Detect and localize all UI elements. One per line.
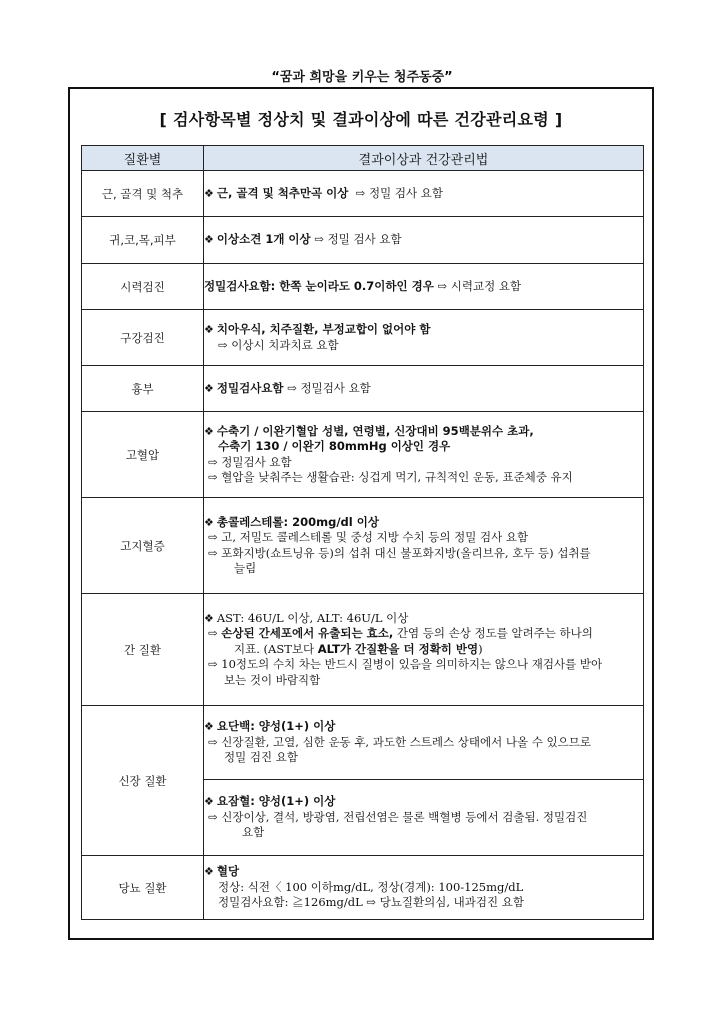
row-category: 귀,코,목,피부 (82, 217, 204, 264)
diamond-bullet-icon: ❖ (204, 186, 214, 200)
document-frame (68, 87, 654, 940)
table-row (82, 264, 644, 310)
row-description: ❖ 요단백: 양성(1+) 이상 ⇨ 신장질환, 고열, 심한 운동 후, 과도한 스트레스 상태에서 나올 수 있으므로 정밀 검진 요함 (204, 706, 644, 780)
row-description: ❖ 혈당 정상: 식전〈 100 이하mg/dL, 정상(경계): 100-125mg/dL 정밀검사요함: ≧126mg/dL ⇨ 당뇨질환의심, 내과검진 요함 (204, 856, 644, 920)
row-category: 간 질환 (82, 594, 204, 706)
row-description: ❖ 이상소견 1개 이상 ⇨ 정밀 검사 요함 (204, 217, 644, 264)
row-description: ❖ 근, 골격 및 척추만곡 이상 ⇨ 정밀 검사 요함 (204, 171, 644, 217)
table-row (82, 706, 644, 780)
table-row (82, 366, 644, 412)
diamond-bullet-icon: ❖ (204, 720, 214, 734)
row-description: ❖ 수축기 / 이완기혈압 성별, 연령별, 신장대비 95백분위수 초과, 수축기 130 / 이완기 80mmHg 이상인 경우 ⇨ 정밀검사 요함 ⇨ 혈압을 낮춰주는 생활습관: 싱겁게 먹기, 규칙적인 운동, 표준체중 유지 (204, 412, 644, 498)
table-row (82, 498, 644, 594)
table-header-row (82, 146, 644, 171)
row-category: 근, 골격 및 척추 (82, 171, 204, 217)
row-category: 신장 질환 (82, 706, 204, 856)
row-category: 구강검진 (82, 310, 204, 366)
diamond-bullet-icon: ❖ (204, 424, 214, 438)
table-row (82, 217, 644, 264)
row-description: ❖ 요잠혈: 양성(1+) 이상 ⇨ 신장이상, 결석, 방광염, 전립선염은 물론 백혈병 등에서 검출됨. 정밀검진 요함 (204, 780, 644, 856)
school-motto: “꿈과 희망을 키우는 청주동중” (271, 70, 453, 85)
table-row (82, 594, 644, 706)
header-disease: 질환별 (82, 146, 204, 171)
row-description: ❖ 총콜레스테롤: 200mg/dl 이상 ⇨ 고, 저밀도 콜레스테롤 및 중성 지방 수치 등의 정밀 검사 요함 ⇨ 포화지방(쇼트닝유 등)의 섭취 대신 불포화지방(올리브유, 호두 등) 섭취를 늘림 (204, 498, 644, 594)
table-row (82, 412, 644, 498)
row-category: 흉부 (82, 366, 204, 412)
row-description: ❖ AST: 46U/L 이상, ALT: 46U/L 이상 ⇨ 손상된 간세포에서 유출되는 효소, 간염 등의 손상 정도를 알려주는 하나의 지표. (AST보다 ALT가 간질환을 더 정확히 반영) ⇨ 10정도의 수치 차는 반드시 질병이 있음을 의미하지는 않으나 재검사를 받아 보는 것이 바람직함 (204, 594, 644, 706)
table-row (82, 856, 644, 920)
row-category: 시력검진 (82, 264, 204, 310)
header-management: 결과이상과 건강관리법 (204, 146, 644, 171)
table-row (82, 310, 644, 366)
diamond-bullet-icon: ❖ (204, 865, 214, 879)
row-category: 고혈압 (82, 412, 204, 498)
guideline-table (81, 145, 644, 920)
table-row (82, 171, 644, 217)
diamond-bullet-icon: ❖ (204, 233, 214, 247)
row-description: ❖ 정밀검사요함 ⇨ 정밀검사 요함 (204, 366, 644, 412)
row-description: ❖ 치아우식, 치주질환, 부정교합이 없어야 함 ⇨ 이상시 치과치료 요함 (204, 310, 644, 366)
diamond-bullet-icon: ❖ (204, 611, 214, 625)
page-title: [ 검사항목별 정상치 및 결과이상에 따른 건강관리요령 ] (159, 110, 563, 129)
row-category: 고지혈증 (82, 498, 204, 594)
row-category: 당뇨 질환 (82, 856, 204, 920)
row-description: 정밀검사요함: 한쪽 눈이라도 0.7이하인 경우 ⇨ 시력교정 요함 (204, 264, 644, 310)
diamond-bullet-icon: ❖ (204, 515, 214, 529)
diamond-bullet-icon: ❖ (204, 795, 214, 809)
diamond-bullet-icon: ❖ (204, 323, 214, 336)
diamond-bullet-icon: ❖ (204, 381, 214, 395)
